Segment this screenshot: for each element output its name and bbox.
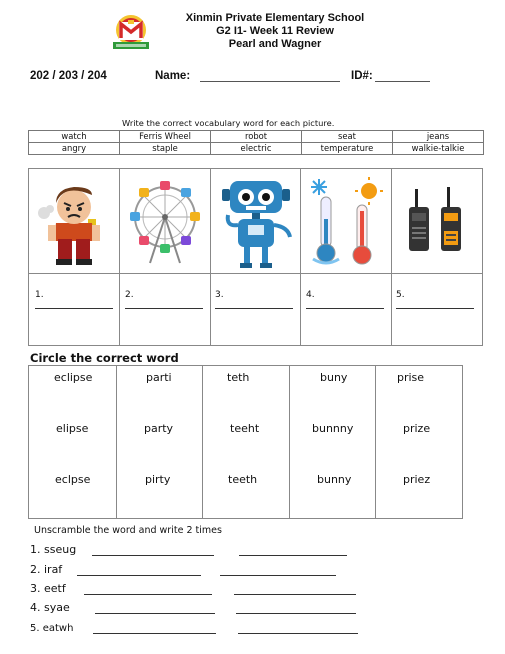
answer-blank[interactable] [236,613,356,614]
walkie-talkie-icon [397,183,477,267]
grid-divider [29,273,482,274]
vocab-word: jeans [393,131,484,143]
unscramble-item: 1. sseug [30,543,77,556]
word-choice[interactable]: elipse [56,422,89,435]
word-choice[interactable]: prise [397,371,425,384]
answer-blank[interactable] [234,594,356,595]
answer-blank[interactable] [93,633,216,634]
answer-blank[interactable] [238,633,358,634]
answer-blank[interactable] [77,575,201,576]
picture-grid [28,168,483,346]
answer-blank[interactable] [84,594,212,595]
grid-divider [289,366,290,518]
word-choice[interactable]: party [144,422,174,435]
answer-slot[interactable] [125,290,134,300]
unscramble-item: 5. eatwh [30,623,74,634]
school-name: Xinmin Private Elementary School [185,12,365,24]
name-blank[interactable] [200,81,340,82]
grid-divider [116,366,117,518]
grid-divider [391,169,392,345]
unscramble-title: Unscramble the word and write 2 times [34,525,222,536]
vocab-word-bank [28,130,484,155]
answer-number: 4. [306,290,315,300]
vocab-word: temperature [302,143,393,155]
angry-boy-icon [34,179,114,267]
grid-divider [210,169,211,345]
answer-slot[interactable] [306,290,315,300]
word-choice[interactable]: teth [227,371,250,384]
word-choice[interactable]: bunnny [312,422,354,435]
word-choice[interactable]: eclipse [54,371,93,384]
grid-divider [375,366,376,518]
vocab-word: robot [211,131,302,143]
word-choice[interactable]: bunny [317,473,352,486]
answer-slot[interactable] [215,290,224,300]
answer-number: 2. [125,290,134,300]
word-choice[interactable]: teeht [230,422,260,435]
teachers-line: Pearl and Wagner [228,38,322,50]
answer-blank[interactable] [92,555,214,556]
school-logo [111,14,151,50]
grid-divider [119,169,120,345]
answer-slot[interactable] [396,290,405,300]
ferris-wheel-icon [126,179,204,267]
word-choice[interactable]: teeth [228,473,258,486]
grid-divider [202,366,203,518]
vocab-instruction: Write the correct vocabulary word for each picture. [122,118,335,128]
grid-divider [300,169,301,345]
id-blank[interactable] [375,81,430,82]
answer-number: 3. [215,290,224,300]
vocab-word: walkie-talkie [393,143,484,155]
answer-blank[interactable] [95,613,215,614]
word-choice[interactable]: eclpse [55,473,91,486]
vocab-row [29,143,484,155]
unscramble-item: 2. iraf [30,563,63,576]
vocab-word: staple [120,143,211,155]
circle-section-title: Circle the correct word [30,351,179,365]
vocab-word: electric [211,143,302,155]
answer-slot[interactable] [35,290,44,300]
answer-number: 5. [396,290,405,300]
word-choice[interactable]: buny [320,371,348,384]
word-choice[interactable]: parti [146,371,172,384]
school-header [150,12,400,51]
robot-icon [216,175,296,269]
unscramble-item: 3. eetf [30,582,66,595]
vocab-word: watch [29,131,120,143]
name-label: Name: [155,70,191,82]
unscramble-item: 4. syae [30,601,70,614]
word-choice[interactable]: pirty [145,473,171,486]
vocab-row [29,131,484,143]
thermometer-icon [307,175,387,269]
word-choice[interactable]: prize [403,422,431,435]
class-numbers: 202 / 203 / 204 [30,70,107,82]
vocab-word: seat [302,131,393,143]
vocab-word: angry [29,143,120,155]
answer-blank[interactable] [220,575,336,576]
circle-word-grid [28,365,463,519]
vocab-word: Ferris Wheel [120,131,211,143]
worksheet-subtitle: G2 I1- Week 11 Review [216,25,334,37]
word-choice[interactable]: priez [403,473,431,486]
answer-blank[interactable] [239,555,347,556]
id-label: ID#: [351,70,373,82]
answer-number: 1. [35,290,44,300]
